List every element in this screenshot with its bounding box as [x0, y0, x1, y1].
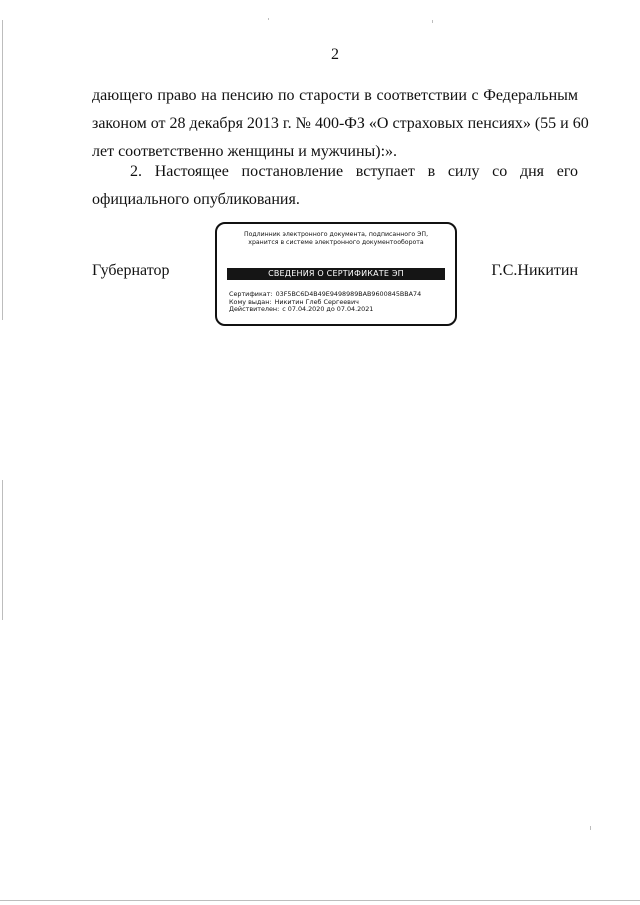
signer-name: Г.С.Никитин — [491, 262, 578, 279]
stamp-banner: СВЕДЕНИЯ О СЕРТИФИКАТЕ ЭП — [227, 268, 445, 280]
electronic-signature-stamp — [215, 222, 457, 326]
text-line: законом от 28 декабря 2013 г. № 400-ФЗ «О страховых пенсиях» (55 и 60 — [92, 115, 589, 132]
page-number: 2 — [331, 46, 339, 63]
paragraph-amendment-text — [92, 82, 589, 166]
stamp-details — [229, 291, 421, 314]
scan-dot — [268, 18, 269, 20]
text-line: официального опубликования. — [92, 191, 300, 208]
scan-dot — [590, 826, 591, 830]
certificate-label: Сертификат: — [229, 290, 273, 298]
stamp-note — [217, 231, 455, 247]
scan-edge-mark — [2, 20, 3, 320]
issued-to-label: Кому выдан: — [229, 297, 272, 306]
text-line: дающего право на пенсию по старости в соответствии с Федеральным — [92, 87, 578, 104]
paragraph-effective-date — [92, 158, 578, 214]
stamp-note-line: хранится в системе электронного документооборота — [248, 239, 424, 246]
text-line: лет соответственно женщины и мужчины):». — [92, 143, 398, 160]
text-line: 2. Настоящее постановление вступает в силу со дня его — [130, 163, 578, 180]
scan-edge-mark — [2, 480, 3, 620]
scan-edge-mark — [0, 900, 640, 901]
signer-title: Губернатор — [92, 262, 170, 279]
validity-label: Действителен: — [229, 305, 280, 314]
validity-value: с 07.04.2020 до 07.04.2021 — [282, 305, 374, 314]
issued-to-value: Никитин Глеб Сергеевич — [274, 297, 359, 306]
scan-dot — [432, 20, 433, 23]
certificate-value: 03F5BC6D4B49E9498989BAB9600845BBA74 — [275, 290, 422, 298]
stamp-note-line: Подлинник электронного документа, подписанного ЭП, — [243, 231, 429, 238]
validity-row — [229, 306, 421, 314]
